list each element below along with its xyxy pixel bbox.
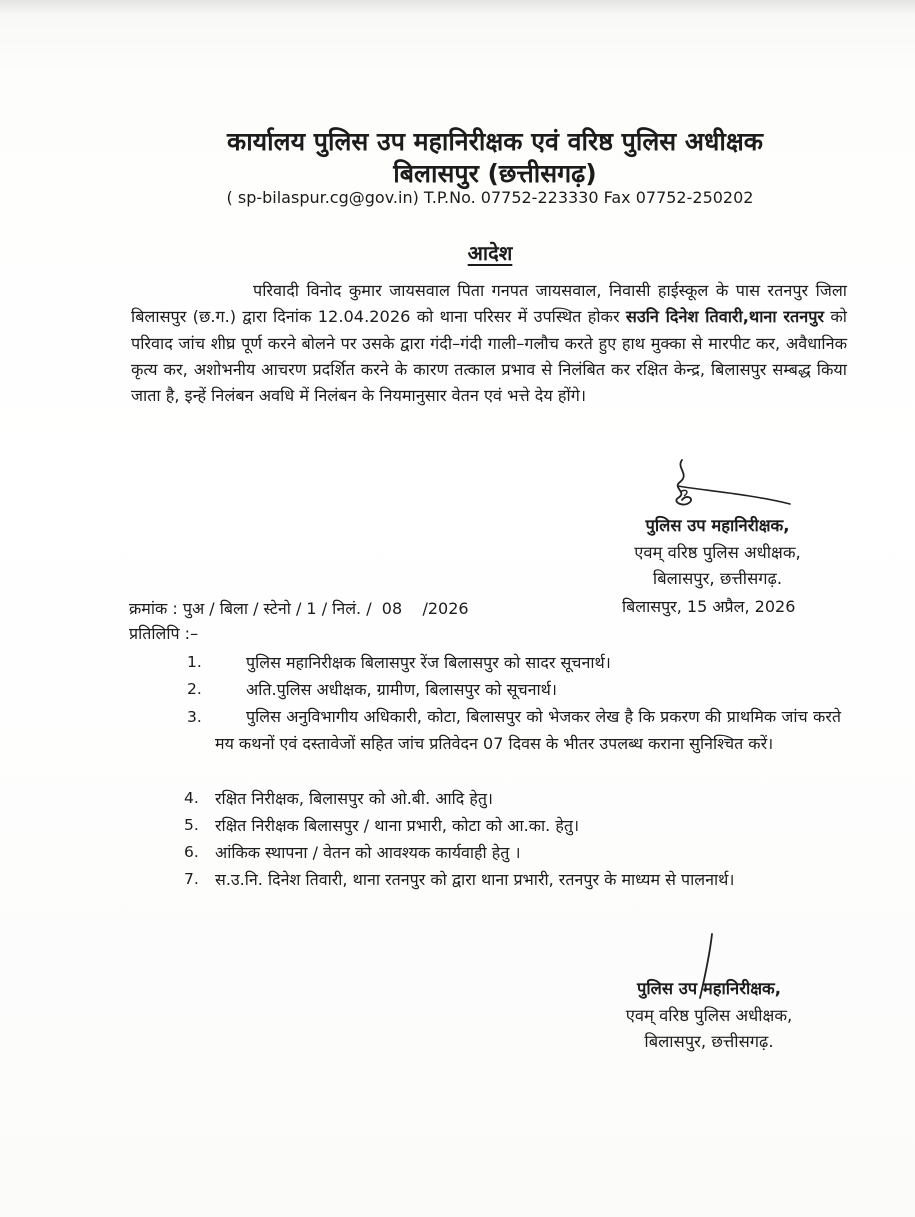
- signature-block-secondary: [598, 976, 820, 1056]
- copy-item-text: रक्षित निरीक्षक, बिलासपुर को ओ.बी. आदि हेतु।: [215, 789, 493, 808]
- order-body-part1: परिवादी विनोद कुमार जायसवाल पिता गनपत जायसवाल, निवासी हाईस्कूल के पास रतनपुर जिला बिलासपुर (छ.ग.) द्वारा दिनांक 12.04.2026 को थाना परिसर में उपस्थित होकर: [131, 281, 847, 327]
- copy-item-number: 5.: [184, 816, 199, 834]
- copy-item-number: 4.: [184, 789, 199, 807]
- order-body: [131, 278, 847, 409]
- office-heading: कार्यालय पुलिस उप महानिरीक्षक एवं वरिष्ठ पुलिस अधीक्षक: [227, 127, 763, 156]
- signature-title: पुलिस उप महानिरीक्षक,: [645, 516, 790, 535]
- copy-item-text: रक्षित निरीक्षक बिलासपुर / थाना प्रभारी, कोटा को आ.का. हेतु।: [215, 816, 580, 835]
- order-body-part2: को परिवाद जांच शीघ्र पूर्ण करने बोलने पर उसके द्वारा गंदी–गंदी गाली–गलौच करते हुए हाथ मुक्का से मारपीट कर, अवैधानिक कृत्य कर, अशोभनीय आचरण प्रदर्शित करने के कारण तत्काल प्रभाव से निलंबित कर रक्षित केन्द्र, बिलासपुर सम्बद्ध किया जाता है, इन्हें निलंबन अवधि में निलंबन के नियमानुसार वेतन एवं भत्ते देय होंगे।: [131, 307, 847, 406]
- copy-item-number: 3.: [187, 708, 202, 726]
- signature-block-primary: [600, 513, 835, 593]
- signature-designation: एवम् वरिष्ठ पुलिस अधीक्षक,: [634, 542, 801, 562]
- signature-title: पुलिस उप महानिरीक्षक,: [636, 979, 781, 998]
- reference-number: क्रमांक : पुअ / बिला / स्टेनो / 1 / निलं. / 08 /2026: [129, 599, 469, 618]
- signature-place: बिलासपुर, छत्तीसगढ़.: [652, 569, 783, 588]
- copy-item-number: 6.: [184, 843, 199, 861]
- signature-designation: एवम् वरिष्ठ पुलिस अधीक्षक,: [625, 1005, 793, 1025]
- reference-date: बिलासपुर, 15 अप्रैल, 2026: [622, 597, 796, 616]
- copy-item-text: पुलिस महानिरीक्षक बिलासपुर रेंज बिलासपुर को सादर सूचनार्थ।: [246, 653, 611, 672]
- copy-item-text: आंकिक स्थापना / वेतन को आवश्यक कार्यवाही हेतु ।: [215, 843, 521, 862]
- copy-item-text: स.उ.नि. दिनेश तिवारी, थाना रतनपुर को द्वारा थाना प्रभारी, रतनपुर के माध्यम से पालनार्थ।: [215, 870, 735, 889]
- signature-place: बिलासपुर, छत्तीसगढ़.: [644, 1032, 774, 1051]
- order-body-bold: सउनि दिनेश तिवारी,थाना रतनपुर: [625, 307, 825, 327]
- contact-line: ( sp-bilaspur.cg@gov.in) T.P.No. 07752-223330 Fax 07752-250202: [226, 188, 754, 207]
- copy-item-number: 7.: [184, 870, 199, 888]
- copy-label: प्रतिलिपि :–: [129, 624, 199, 643]
- copy-item-text: अति.पुलिस अधीक्षक, ग्रामीण, बिलासपुर को सूचनार्थ।: [246, 680, 557, 699]
- copy-item-text: पुलिस अनुविभागीय अधिकारी, कोटा, बिलासपुर को भेजकर लेख है कि प्रकरण की प्राथमिक जांच करते मय कथनों एवं दस्तावेजों सहित जांच प्रतिवेदन 07 दिवस के भीतर उपलब्ध कराना सुनिश्चित करें।: [215, 707, 841, 753]
- paper-edge: [0, 0, 915, 14]
- copy-item-number: 1.: [187, 653, 202, 671]
- order-title: आदेश: [467, 241, 513, 265]
- copy-item-number: 2.: [187, 680, 202, 698]
- office-location: बिलासपुर (छत्तीसगढ़): [393, 159, 597, 188]
- signature-mark-primary: [660, 452, 810, 522]
